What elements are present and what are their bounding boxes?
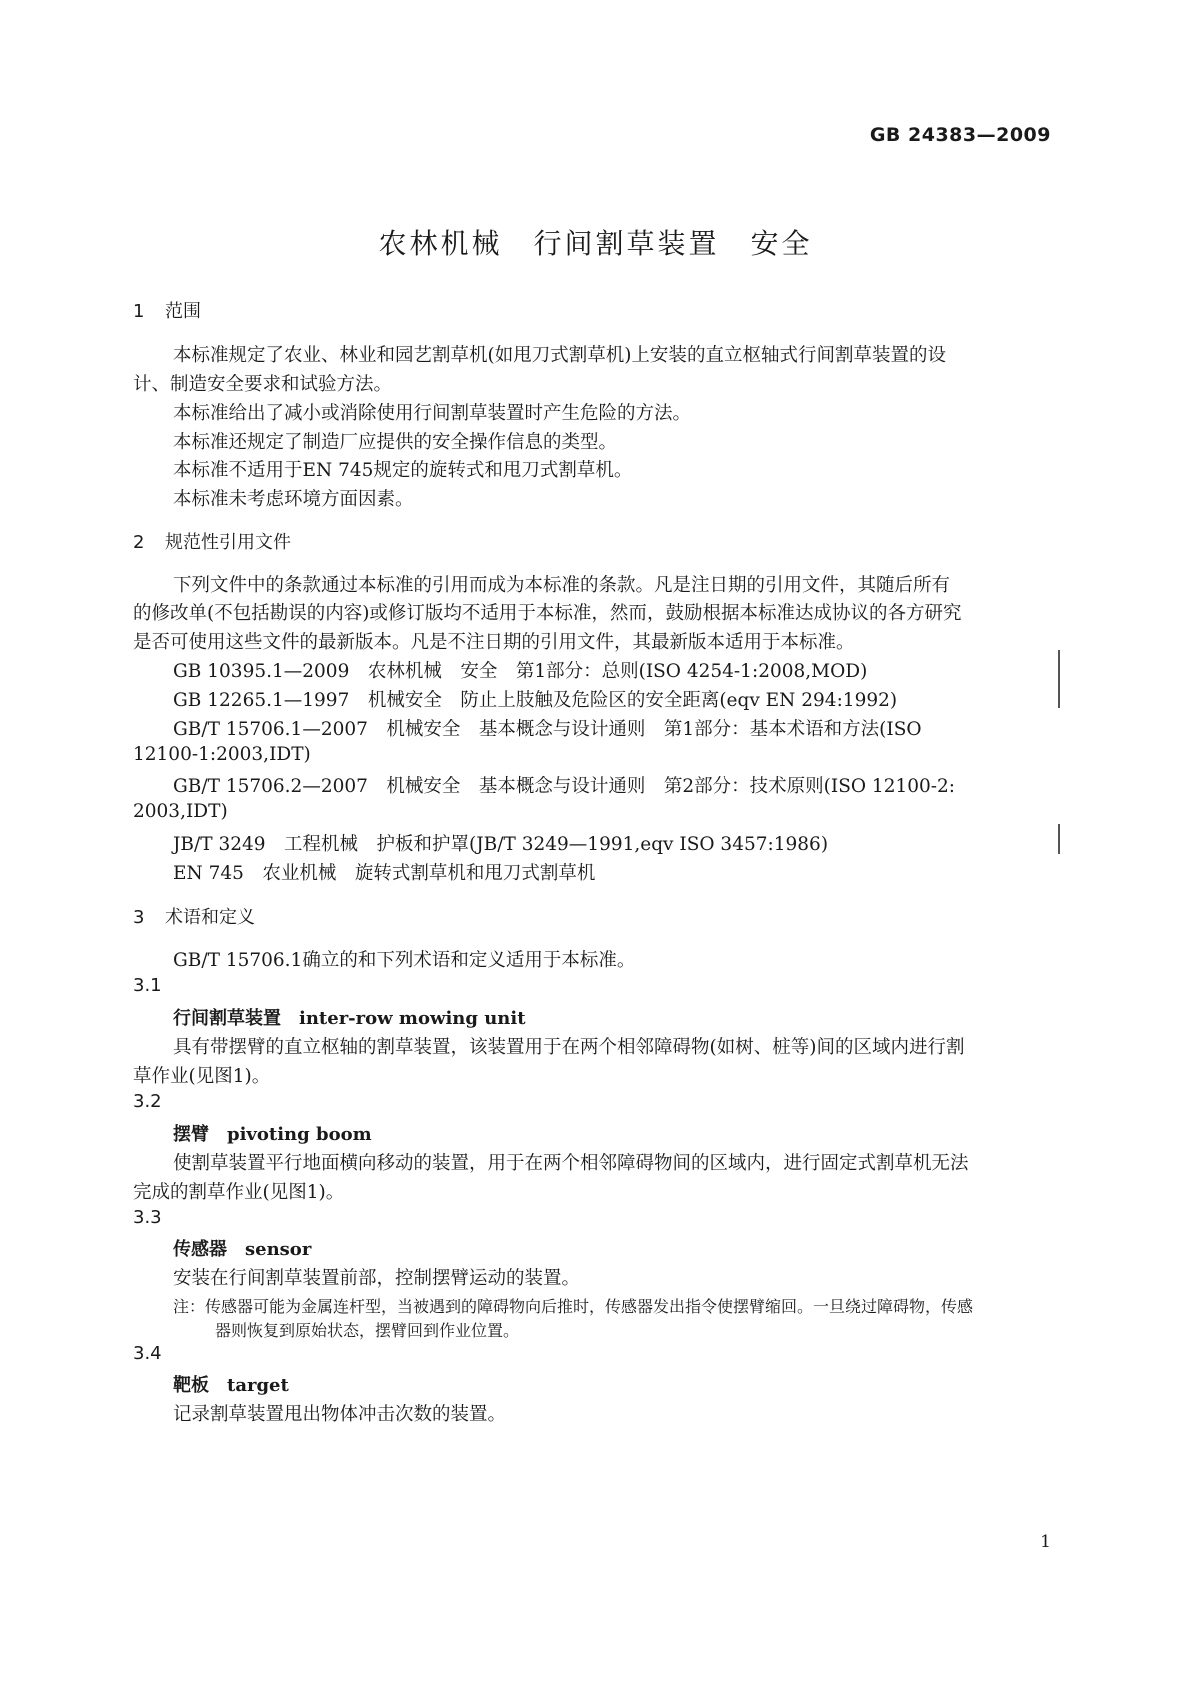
section-3-heading	[133, 903, 255, 929]
reference-item: EN 745 农业机械 旋转式割草机和甩刀式割草机	[173, 863, 596, 884]
term-definition-cont: 完成的割草作业(见图1)。	[133, 1182, 345, 1203]
change-bar	[1058, 824, 1060, 854]
reference-item: GB/T 15706.1—2007 机械安全 基本概念与设计通则 第1部分：基本术语和方法(ISO	[173, 719, 922, 740]
scope-paragraph-1-cont: 计、制造安全要求和试验方法。	[133, 374, 393, 395]
reference-item-cont: 2003,IDT)	[133, 801, 228, 822]
normative-intro-line-2: 的修改单(不包括勘误的内容)或修订版均不适用于本标准，然而，鼓励根据本标准达成协议的各方研究	[133, 603, 962, 624]
term-zh: 行间割草装置	[173, 1008, 281, 1029]
term-zh: 靶板	[173, 1375, 209, 1396]
term-number: 3.1	[133, 975, 162, 996]
standard-number: GB 24383—2009	[869, 124, 1051, 146]
scope-paragraph-1: 本标准规定了农业、林业和园艺割草机(如甩刀式割草机)上安装的直立枢轴式行间割草装置的设	[173, 345, 946, 366]
term-note: 注：传感器可能为金属连杆型，当被遇到的障碍物向后推时，传感器发出指令使摆臂缩回。一旦绕过障碍物，传感	[173, 1297, 974, 1316]
scope-paragraph-2: 本标准给出了减小或消除使用行间割草装置时产生危险的方法。	[173, 403, 692, 424]
term-definition: 记录割草装置甩出物体冲击次数的装置。	[173, 1404, 507, 1425]
term-definition: 具有带摆臂的直立枢轴的割草装置，该装置用于在两个相邻障碍物(如树、桩等)间的区域内进行割	[173, 1037, 965, 1058]
term-number: 3.3	[133, 1207, 162, 1228]
reference-item: GB/T 15706.2—2007 机械安全 基本概念与设计通则 第2部分：技术原则(ISO 12100-2:	[173, 776, 956, 797]
term-number: 3.4	[133, 1343, 162, 1364]
term-heading	[173, 1004, 526, 1030]
term-heading	[173, 1120, 372, 1146]
normative-intro-line-3: 是否可使用这些文件的最新版本。凡是不注日期的引用文件，其最新版本适用于本标准。	[133, 632, 855, 653]
reference-item: JB/T 3249 工程机械 护板和护罩(JB/T 3249—1991,eqv ISO 3457:1986)	[173, 834, 829, 855]
scope-paragraph-4: 本标准不适用于EN 745规定的旋转式和甩刀式割草机。	[173, 460, 633, 481]
term-definition-cont: 草作业(见图1)。	[133, 1066, 271, 1087]
section-title: 规范性引用文件	[165, 532, 291, 553]
reference-item-cont: 12100-1:2003,IDT)	[133, 744, 311, 765]
reference-item: GB 10395.1—2009 农林机械 安全 第1部分：总则(ISO 4254-1:2008,MOD)	[173, 661, 868, 682]
term-en: target	[227, 1375, 289, 1396]
document-title: 农林机械 行间割草装置 安全	[378, 227, 813, 260]
page-number: 1	[1040, 1532, 1051, 1552]
scope-paragraph-3: 本标准还规定了制造厂应提供的安全操作信息的类型。	[173, 432, 618, 453]
change-bar	[1058, 650, 1060, 708]
term-heading	[173, 1235, 311, 1261]
section-title: 范围	[165, 301, 201, 322]
normative-intro-line-1: 下列文件中的条款通过本标准的引用而成为本标准的条款。凡是注日期的引用文件，其随后所有	[173, 575, 951, 596]
term-zh: 摆臂	[173, 1124, 209, 1145]
section-number: 1	[133, 301, 145, 322]
section-number: 2	[133, 532, 145, 553]
terms-intro: GB/T 15706.1确立的和下列术语和定义适用于本标准。	[173, 950, 636, 971]
term-en: sensor	[245, 1239, 312, 1260]
scope-paragraph-5: 本标准未考虑环境方面因素。	[173, 489, 414, 510]
section-number: 3	[133, 907, 145, 928]
term-number: 3.2	[133, 1091, 162, 1112]
section-2-heading	[133, 528, 291, 554]
term-en: inter-row mowing unit	[299, 1008, 526, 1029]
term-definition: 安装在行间割草装置前部，控制摆臂运动的装置。	[173, 1268, 581, 1289]
reference-item: GB 12265.1—1997 机械安全 防止上肢触及危险区的安全距离(eqv EN 294:1992)	[173, 690, 898, 711]
section-title: 术语和定义	[165, 907, 255, 928]
term-definition: 使割草装置平行地面横向移动的装置，用于在两个相邻障碍物间的区域内，进行固定式割草机无法	[173, 1153, 969, 1174]
section-1-heading	[133, 297, 201, 323]
term-zh: 传感器	[173, 1239, 227, 1260]
term-note-cont: 器则恢复到原始状态，摆臂回到作业位置。	[215, 1321, 520, 1340]
term-heading	[173, 1371, 289, 1397]
term-en: pivoting boom	[227, 1124, 372, 1145]
